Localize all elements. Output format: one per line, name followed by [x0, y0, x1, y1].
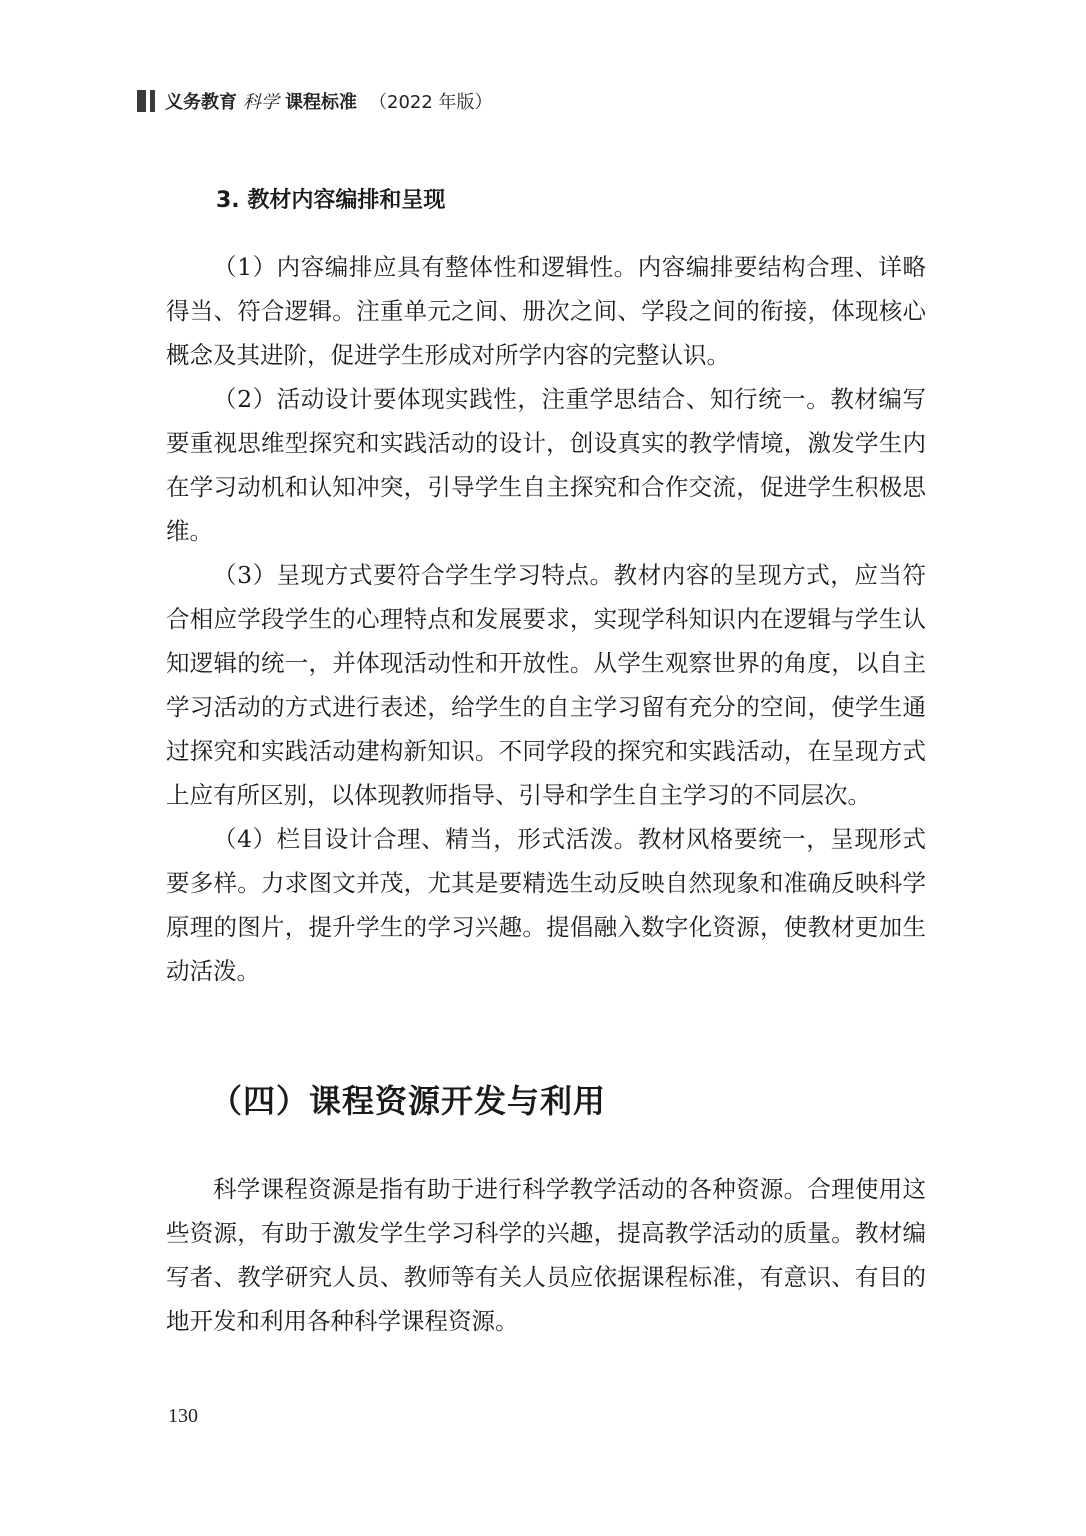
paragraph: 科学课程资源是指有助于进行科学教学活动的各种资源。合理使用这些资源，有助于激发学生学习科学的兴趣，提高教学活动的质量。教材编写者、教学研究人员、教师等有关人员应依据课程标准，有意识、有目的地开发和利用各种科学课程资源。	[166, 1175, 926, 1335]
section-heading: 3. 教材内容编排和呈现	[216, 188, 446, 213]
paragraph: （3）呈现方式要符合学生学习特点。教材内容的呈现方式，应当符合相应学段学生的心理特点和发展要求，实现学科知识内在逻辑与学生认知逻辑的统一，并体现活动性和开放性。从学生观察世界的角度，以自主学习活动的方式进行表述，给学生的自主学习留有充分的空间，使学生通过探究和实践活动建构新知识。不同学段的探究和实践活动，在呈现方式上应有所区别，以体现教师指导、引导和学生自主学习的不同层次。	[166, 561, 926, 809]
running-header	[137, 86, 499, 116]
header-edition: （2022 年版）	[369, 92, 493, 113]
page-number: 130	[168, 1405, 198, 1427]
header-doc-title: 课程标准	[285, 92, 357, 113]
chapter-heading: （四）课程资源开发与利用	[210, 1082, 607, 1120]
chapter-body	[166, 1167, 926, 1343]
header-book-title: 义务教育	[165, 92, 237, 113]
paragraph: （2）活动设计要体现实践性，注重学思结合、知行统一。教材编写要重视思维型探究和实践活动的设计，创设真实的教学情境，激发学生内在学习动机和认知冲突，引导学生自主探究和合作交流，促进学生积极思维。	[166, 385, 926, 545]
section-body	[166, 245, 926, 993]
header-text	[165, 88, 499, 114]
paragraph: （1）内容编排应具有整体性和逻辑性。内容编排要结构合理、详略得当、符合逻辑。注重单元之间、册次之间、学段之间的衔接，体现核心概念及其进阶，促进学生形成对所学内容的完整认识。	[166, 253, 926, 369]
header-bar-marks	[137, 90, 155, 112]
header-subject: 科学	[243, 92, 279, 113]
paragraph: （4）栏目设计合理、精当，形式活泼。教材风格要统一，呈现形式要多样。力求图文并茂，尤其是要精选生动反映自然现象和准确反映科学原理的图片，提升学生的学习兴趣。提倡融入数字化资源，使教材更加生动活泼。	[166, 825, 926, 985]
